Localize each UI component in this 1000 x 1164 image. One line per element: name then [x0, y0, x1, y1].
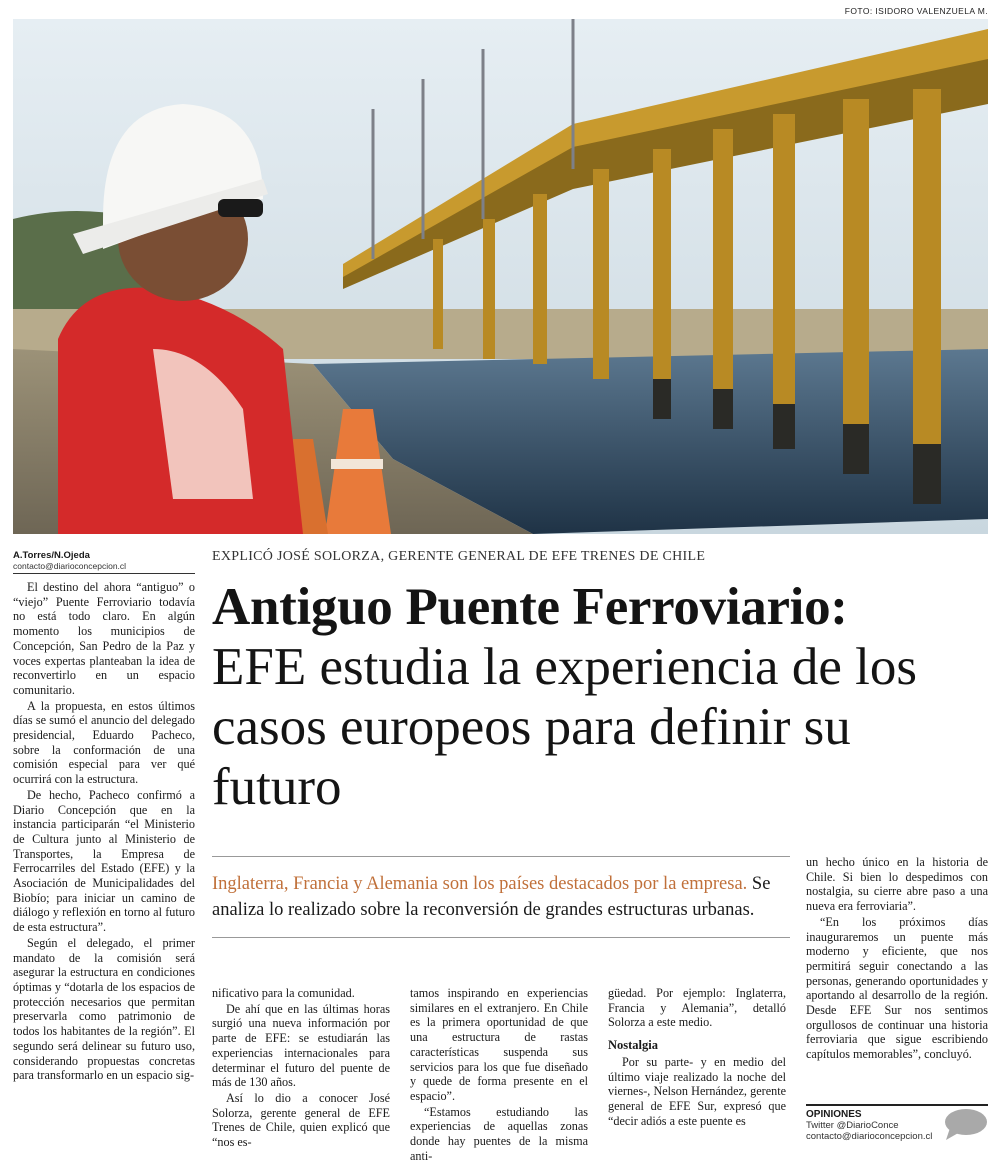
article-column-2	[212, 986, 390, 1151]
paragraph: güedad. Por ejemplo: Inglaterra, Francia y Alemania”, detalló Solorza a este medio.	[608, 986, 786, 1030]
paragraph: “En los próximos días inauguraremos un puente más moderno y eficiente, que nos permitirá seguir conectando a las personas, generando oportunidades y aportando al desarrollo de la región. Desde EFE Sur nos sentimos orgullosos de continuar una historia ferroviaria que sigue escribiendo capítulos memorables”, concluyó.	[806, 914, 988, 1062]
paragraph: Según el delegado, el primer mandato de la comisión será asegurar la estructura en condiciones óptimas y “dotarla de los espacios de protección necesarios que permitan preservarla como patrimonio de todos los habitantes de la región”. El segundo será delinear su futuro uso, considerando propuestas concretas para transformarlo en un espacio sig-	[13, 935, 195, 1083]
opiniones-heading: OPINIONES	[806, 1109, 862, 1120]
lead-rest: Se analiza lo realizado sobre la reconversión de grandes estructuras urbanas.	[212, 874, 771, 920]
author-names: A.Torres/N.Ojeda	[13, 550, 90, 561]
paragraph: Así lo dio a conocer José Solorza, gerente general de EFE Trenes de Chile, quien explicó que “nos es-	[212, 1090, 390, 1150]
headline-bold: Antiguo Puente Ferroviario:	[212, 578, 848, 636]
paragraph: El destino del ahora “antiguo” o “viejo” Puente Ferroviario todavía no está todo claro. En algún momento los municipios de Concepción, San Pedro de la Paz y voces expertas planteaban la idea de reconvertirlo en un espacio comunitario.	[13, 580, 195, 697]
paragraph: nificativo para la comunidad.	[212, 986, 355, 1000]
photo-credit: FOTO: ISIDORO VALENZUELA M.	[844, 6, 988, 16]
lead-paragraph	[212, 856, 790, 938]
article-column-3	[410, 986, 588, 1164]
speech-bubble-icon	[942, 1108, 988, 1142]
bridge-photo	[13, 19, 988, 534]
opiniones-box	[806, 1104, 988, 1142]
byline	[13, 550, 195, 574]
twitter-handle[interactable]: Twitter @DiarioConce	[806, 1120, 899, 1131]
paragraph: De ahí que en las últimas horas surgió una nueva información por parte de EFE: se estudiarán las experiencias internacionales para determinar el futuro del puente de más de 130 años.	[212, 1001, 390, 1090]
article-column-5	[806, 855, 988, 1063]
paragraph: De hecho, Pacheco confirmó a Diario Concepción que en la instancia participarán “el Ministerio de Cultura junto al Ministerio de Transportes, la Empresa de Ferrocarriles del Estado (EFE) y la Asociación de Municipalidades del Biobío; para iniciar un camino de diálogo y reflexión en torno al futuro de esta estructura”.	[13, 787, 195, 935]
lead-accent: Inglaterra, Francia y Alemania son los países destacados por la empresa.	[212, 874, 748, 894]
kicker: EXPLICÓ JOSÉ SOLORZA, GERENTE GENERAL DE EFE TRENES DE CHILE	[212, 549, 706, 564]
paragraph: tamos inspirando en experiencias similares en el extranjero. En Chile es la primera oportunidad de que una estructura de rastas características suspenda sus servicios para los que fue diseñado y quede de forma presente en el espacio”.	[410, 986, 588, 1103]
contact-email[interactable]: contacto@diarioconcepcion.cl	[806, 1131, 933, 1142]
subheading-nostalgia: Nostalgia	[608, 1038, 658, 1053]
paragraph: Por su parte- y en medio del último viaje realizado la noche del viernes-, Nelson Hernández, gerente general de EFE Sur, expresó que “decir adiós a este puente es	[608, 1054, 786, 1128]
article-column-4	[608, 986, 786, 1129]
paragraph: “Estamos estudiando las experiencias de aquellas zonas donde hay puentes de la misma anti-	[410, 1104, 588, 1163]
headline-rest: EFE estudia la experiencia de los casos europeos para definir su futuro	[212, 638, 917, 816]
paragraph: A la propuesta, en estos últimos días se sumó el anuncio del delegado presidencial, Eduardo Pacheco, sobre la conformación de una comisión especial para ver qué ocurrirá con la estructura.	[13, 698, 195, 787]
paragraph: un hecho único en la historia de Chile. Si bien lo despedimos con nostalgia, su cierre abre paso a una nueva era ferroviaria”.	[806, 855, 988, 914]
article-column-1	[13, 580, 195, 1084]
headline	[212, 577, 988, 817]
author-email[interactable]: contacto@diarioconcepcion.cl	[13, 561, 127, 571]
